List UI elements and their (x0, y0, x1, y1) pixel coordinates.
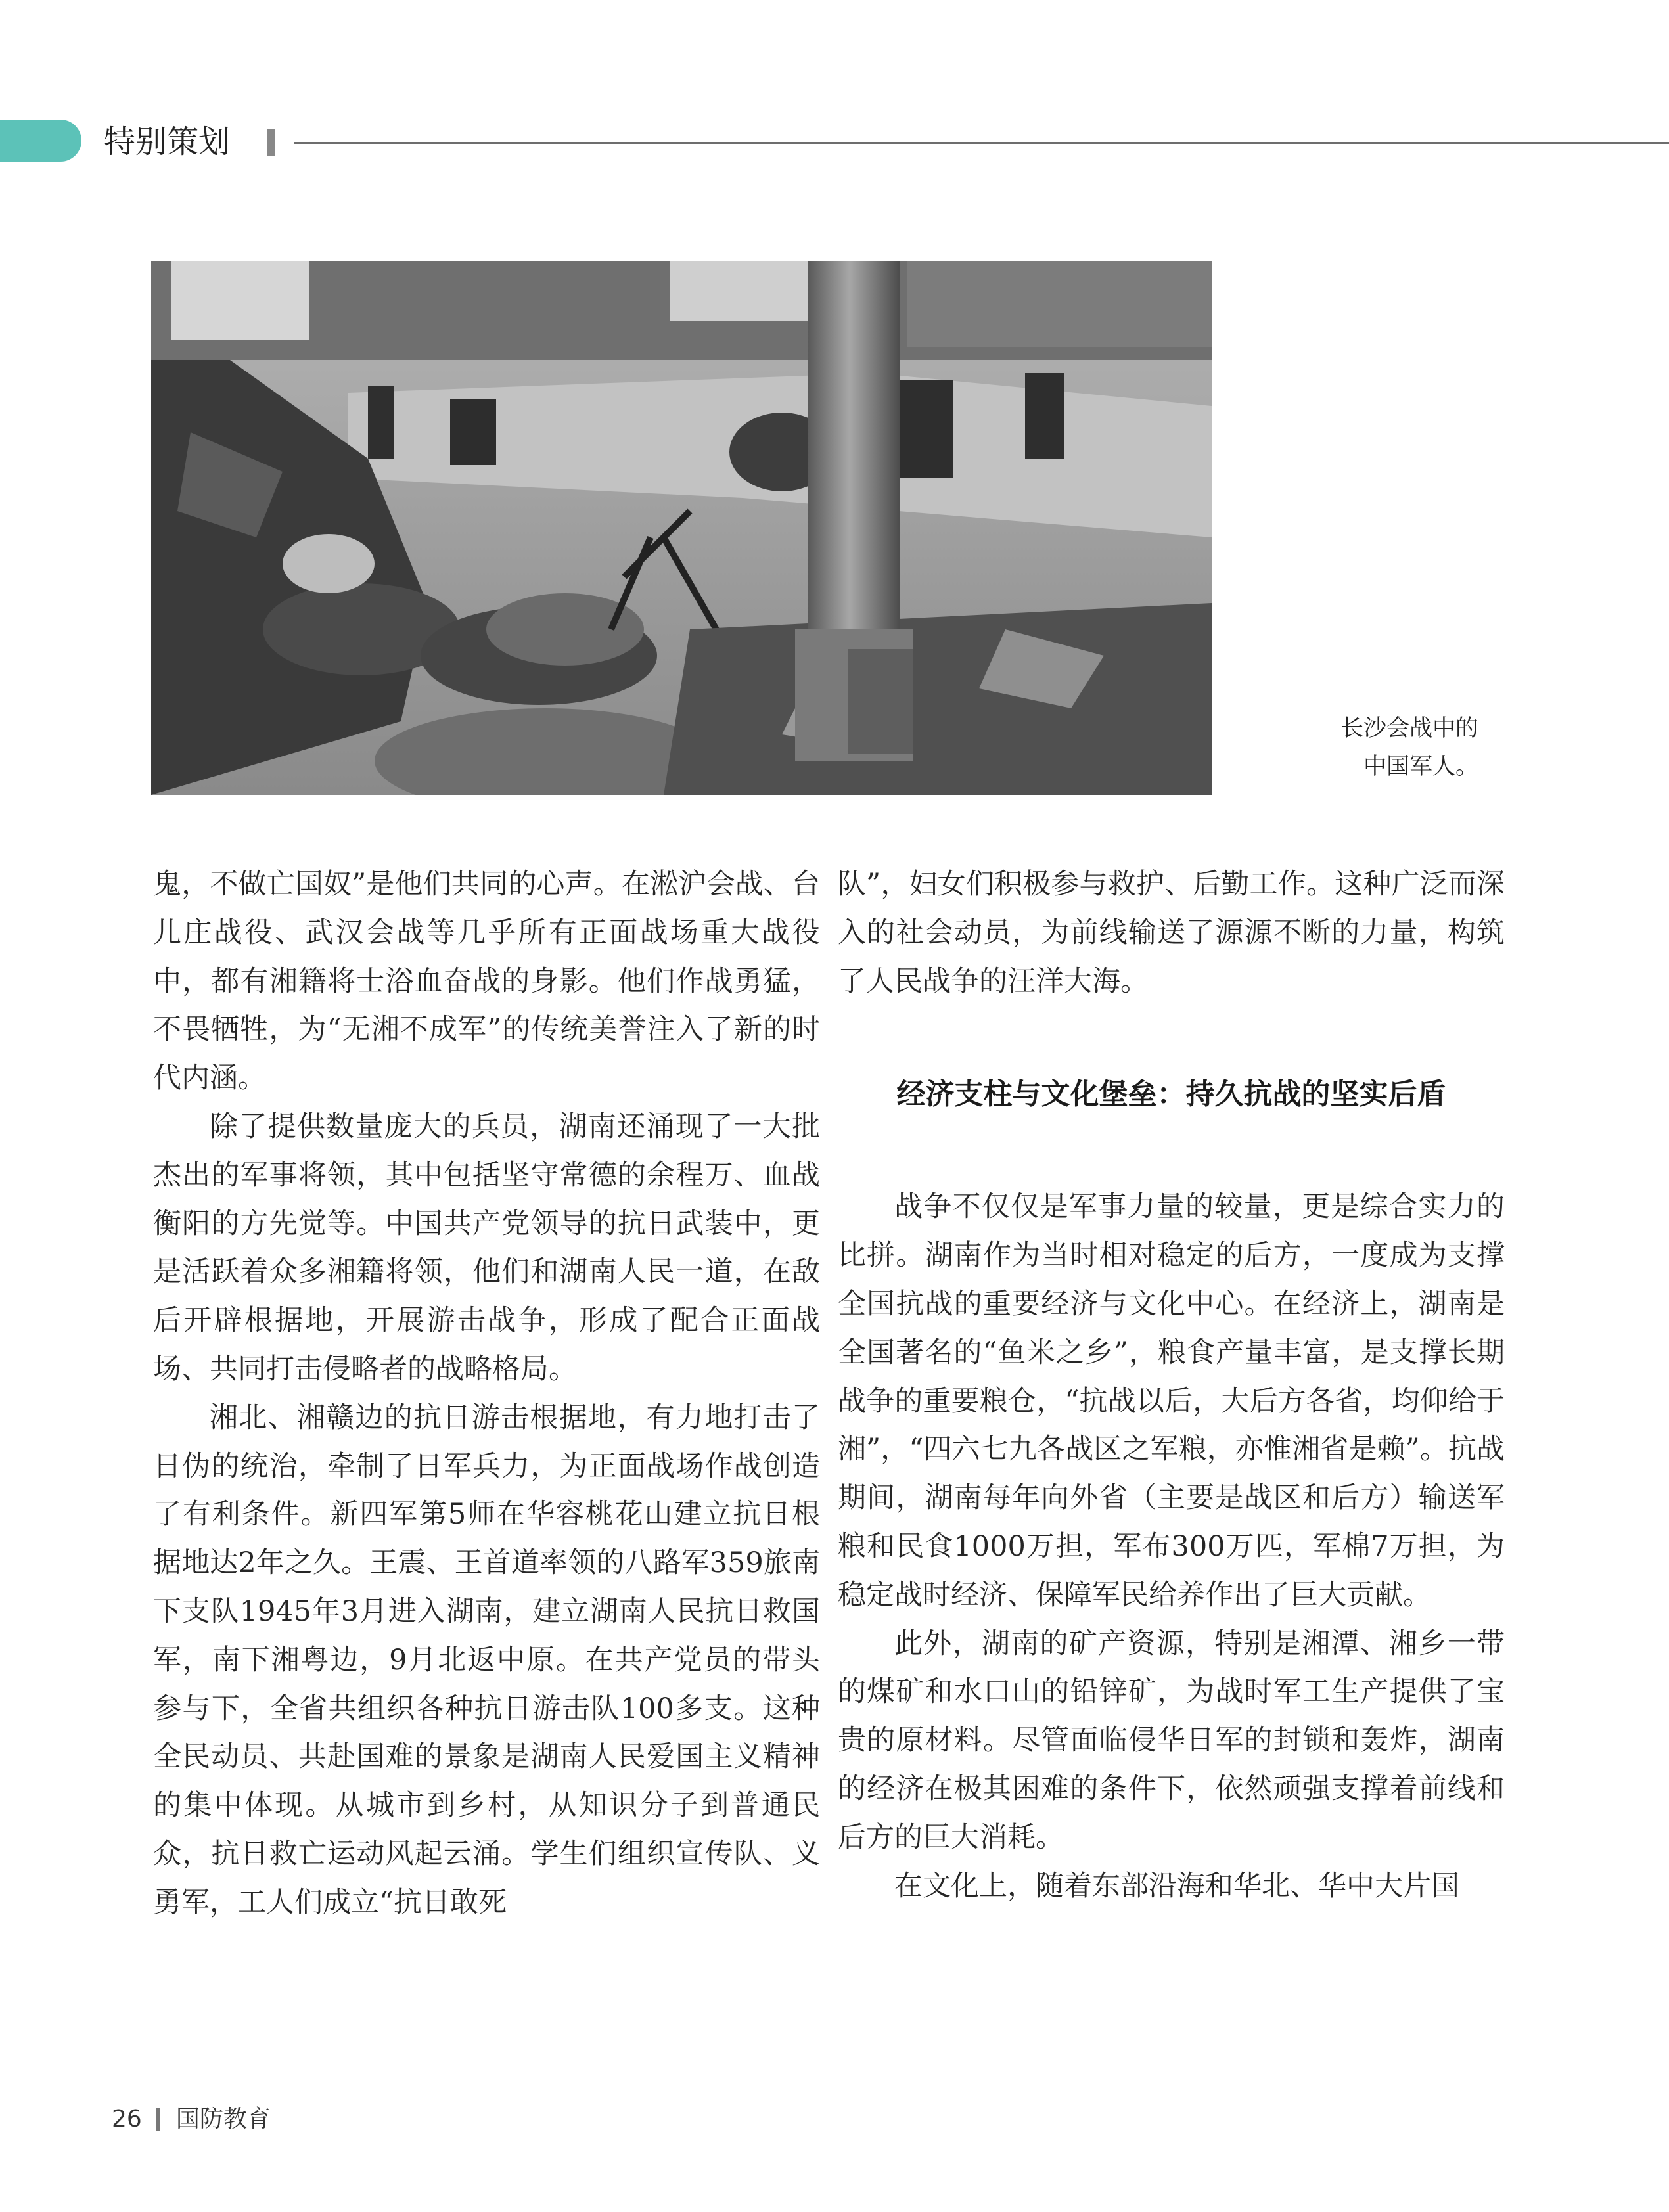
page-footer (112, 2101, 271, 2138)
body-paragraph: 湘北、湘赣边的抗日游击根据地，有力地打击了日伪的统治，牵制了日军兵力，为正面战场作战创造了有利条件。新四军第5师在华容桃花山建立抗日根据地达2年之久。王震、王首道率领的八路军359旅南下支队1945年3月进入湖南，建立湖南人民抗日救国军，南下湘粤边，9月北返中原。在共产党员的带头参与下，全省共组织各种抗日游击队100多支。这种全民动员、共赴国难的景象是湖南人民爱国主义精神的集中体现。从城市到乡村，从知识分子到普通民众，抗日救亡运动风起云涌。学生们组织宣传队、义勇军，工人们成立“抗日敢死 (153, 1401, 820, 1919)
body-paragraph: 在文化上，随着东部沿海和华北、华中大片国 (894, 1869, 1459, 1903)
left-column (153, 861, 820, 1928)
body-paragraph: 除了提供数量庞大的兵员，湖南还涌现了一大批杰出的军事将领，其中包括坚守常德的余程万、血战衡阳的方先觉等。中国共产党领导的抗日武装中，更是活跃着众多湘籍将领，他们和湖南人民一道，在敌后开辟根据地，开展游击战争，形成了配合正面战场、共同打击侵略者的战略格局。 (153, 1110, 820, 1386)
photo-caption (1235, 710, 1478, 786)
body-paragraph: 鬼，不做亡国奴”是他们共同的心声。在淞沪会战、台儿庄战役、武汉会战等几乎所有正面战场重大战役中，都有湘籍将士浴血奋战的身影。他们作战勇猛，不畏牺牲，为“无湘不成军”的传统美誉注入了新的时代内涵。 (153, 868, 820, 1095)
magazine-name: 国防教育 (175, 2106, 271, 2133)
right-column (838, 861, 1505, 1910)
header-rule (294, 142, 1669, 144)
photo-caption-line: 长沙会战中的 (1340, 715, 1478, 742)
section-title: 特别策划 (104, 124, 231, 160)
body-paragraph: 此外，湖南的矿产资源，特别是湘潭、湘乡一带的煤矿和水口山的铅锌矿，为战时军工生产提供了宝贵的原材料。尽管面临侵华日军的封锁和轰炸，湖南的经济在极其困难的条件下，依然顽强支撑着前线和后方的巨大消耗。 (838, 1627, 1505, 1854)
body-paragraph: 队”，妇女们积极参与救护、后勤工作。这种广泛而深入的社会动员，为前线输送了源源不断的力量，构筑了人民战争的汪洋大海。 (838, 868, 1505, 998)
section-tab-marker (0, 120, 81, 162)
footer-divider (156, 2108, 160, 2131)
section-title-divider (267, 129, 275, 156)
section-heading: 经济支柱与文化堡垒：持久抗战的坚实后盾 (896, 1077, 1446, 1112)
photo-caption-line: 中国军人。 (1363, 754, 1478, 780)
battle-photo-illustration (151, 261, 1212, 795)
battle-photo (151, 261, 1212, 795)
body-paragraph: 战争不仅仅是军事力量的较量，更是综合实力的比拼。湖南作为当时相对稳定的后方，一度成为支撑全国抗战的重要经济与文化中心。在经济上，湖南是全国著名的“鱼米之乡”，粮食产量丰富，是支撑长期战争的重要粮仓，“抗战以后，大后方各省，均仰给于湘”，“四六七九各战区之军粮，亦惟湘省是赖”。抗战期间，湖南每年向外省（主要是战区和后方）输送军粮和民食1000万担，军布300万匹，军棉7万担，为稳定战时经济、保障军民给养作出了巨大贡献。 (838, 1190, 1505, 1612)
page-number: 26 (112, 2106, 142, 2133)
